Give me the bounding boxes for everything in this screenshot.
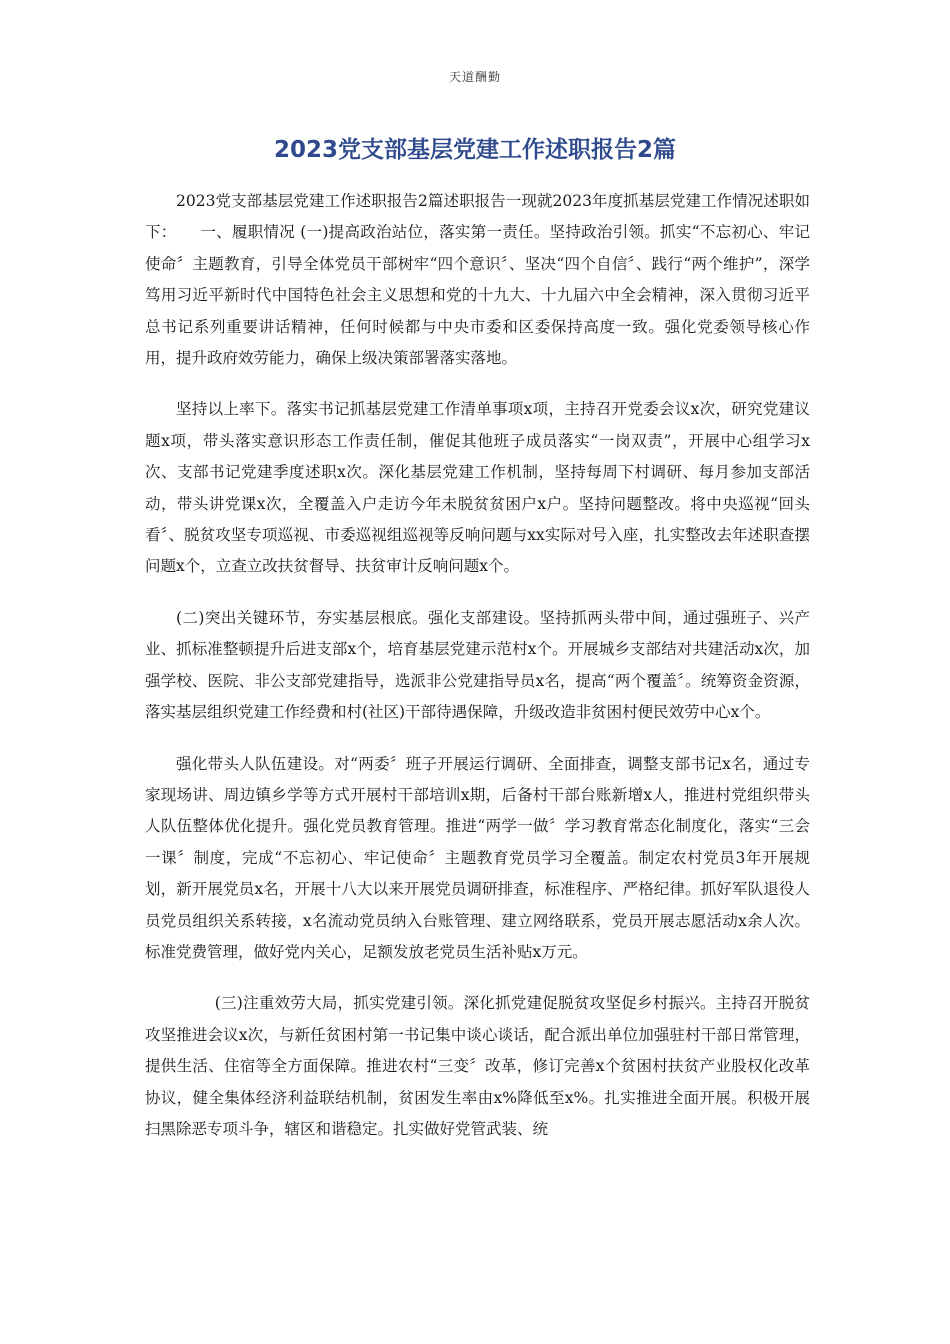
document-title: 2023党支部基层党建工作述职报告2篇 xyxy=(273,137,677,163)
paragraph-2: 坚持以上率下。落实书记抓基层党建工作清单事项x项，主持召开党委会议x次，研究党建议题x项，带头落实意识形态工作责任制，催促其他班子成员落实“一岗双责”，开展中心组学习x次、支部书记党建季度述职x次。深化基层党建工作机制，坚持每周下村调研、每月参加支部活动，带头讲党课x次，全覆盖入户走访今年未脱贫贫困户x户。坚持问题整改。将中央巡视“回头看〞、脱贫攻坚专项巡视、市委巡视组巡视等反响问题与xx实际对号入座，扎实整改去年述职查摆问题x个，立查立改扶贫督导、扶贫审计反响问题x个。 xyxy=(145,400,810,576)
paragraph-5: (三)注重效劳大局，抓实党建引领。深化抓党建促脱贫攻坚促乡村振兴。主持召开脱贫攻坚推进会议x次，与新任贫困村第一书记集中谈心谈话，配合派出单位加强驻村干部日常管理，提供生活、住宿等全方面保障。推进农村“三变〞改革，修订完善x个贫困村扶贫产业股权化改革协议，健全集体经济利益联结机制，贫困发生率由x%降低至x%。扎实推进全面开展。积极开展扫黑除恶专项斗争，辖区和谐稳定。扎实做好党管武装、统 xyxy=(145,994,810,1138)
paragraph-4: 强化带头人队伍建设。对“两委〞班子开展运行调研、全面排查，调整支部书记x名，通过专家现场讲、周边镇乡学等方式开展村干部培训x期，后备村干部台账新增x人，推进村党组织带头人队伍整体优化提升。强化党员教育管理。推进“两学一做〞学习教育常态化制度化，落实“三会一课〞制度，完成“不忘初心、牢记使命〞主题教育党员学习全覆盖。制定农村党员3年开展规划，新开展党员x名，开展十八大以来开展党员调研排查，标准程序、严格纪律。抓好军队退役人员党员组织关系转接，x名流动党员纳入台账管理、建立网络联系，党员开展志愿活动x余人次。标准党费管理，做好党内关心，足额发放老党员生活补贴x万元。 xyxy=(145,754,810,961)
document-body xyxy=(145,186,810,1165)
paragraph-1: 2023党支部基层党建工作述职报告2篇述职报告一现就2023年度抓基层党建工作情况述职如下： 一、履职情况 (一)提高政治站位，落实第一责任。坚持政治引领。抓实“不忘初心、牢记使命〞主题教育，引导全体党员干部树牢“四个意识〞、坚决“四个自信〞、践行“两个维护”，深学笃用习近平新时代中国特色社会主义思想和党的十九大、十九届六中全会精神，深入贯彻习近平总书记系列重要讲话精神，任何时候都与中央市委和区委保持高度一致。强化党委领导核心作用，提升政府效劳能力，确保上级决策部署落实落地。 xyxy=(145,192,810,368)
header-mark: 天道酬勤 xyxy=(448,70,501,84)
paragraph-3: (二)突出关键环节，夯实基层根底。强化支部建设。坚持抓两头带中间，通过强班子、兴产业、抓标准整顿提升后进支部x个，培育基层党建示范村x个。开展城乡支部结对共建活动x次，加强学校、医院、非公支部党建指导，选派非公党建指导员x名，提高“两个覆盖〞。统筹资金资源，落实基层组织党建工作经费和村(社区)干部待遇保障，升级改造非贫困村便民效劳中心x个。 xyxy=(145,608,810,722)
